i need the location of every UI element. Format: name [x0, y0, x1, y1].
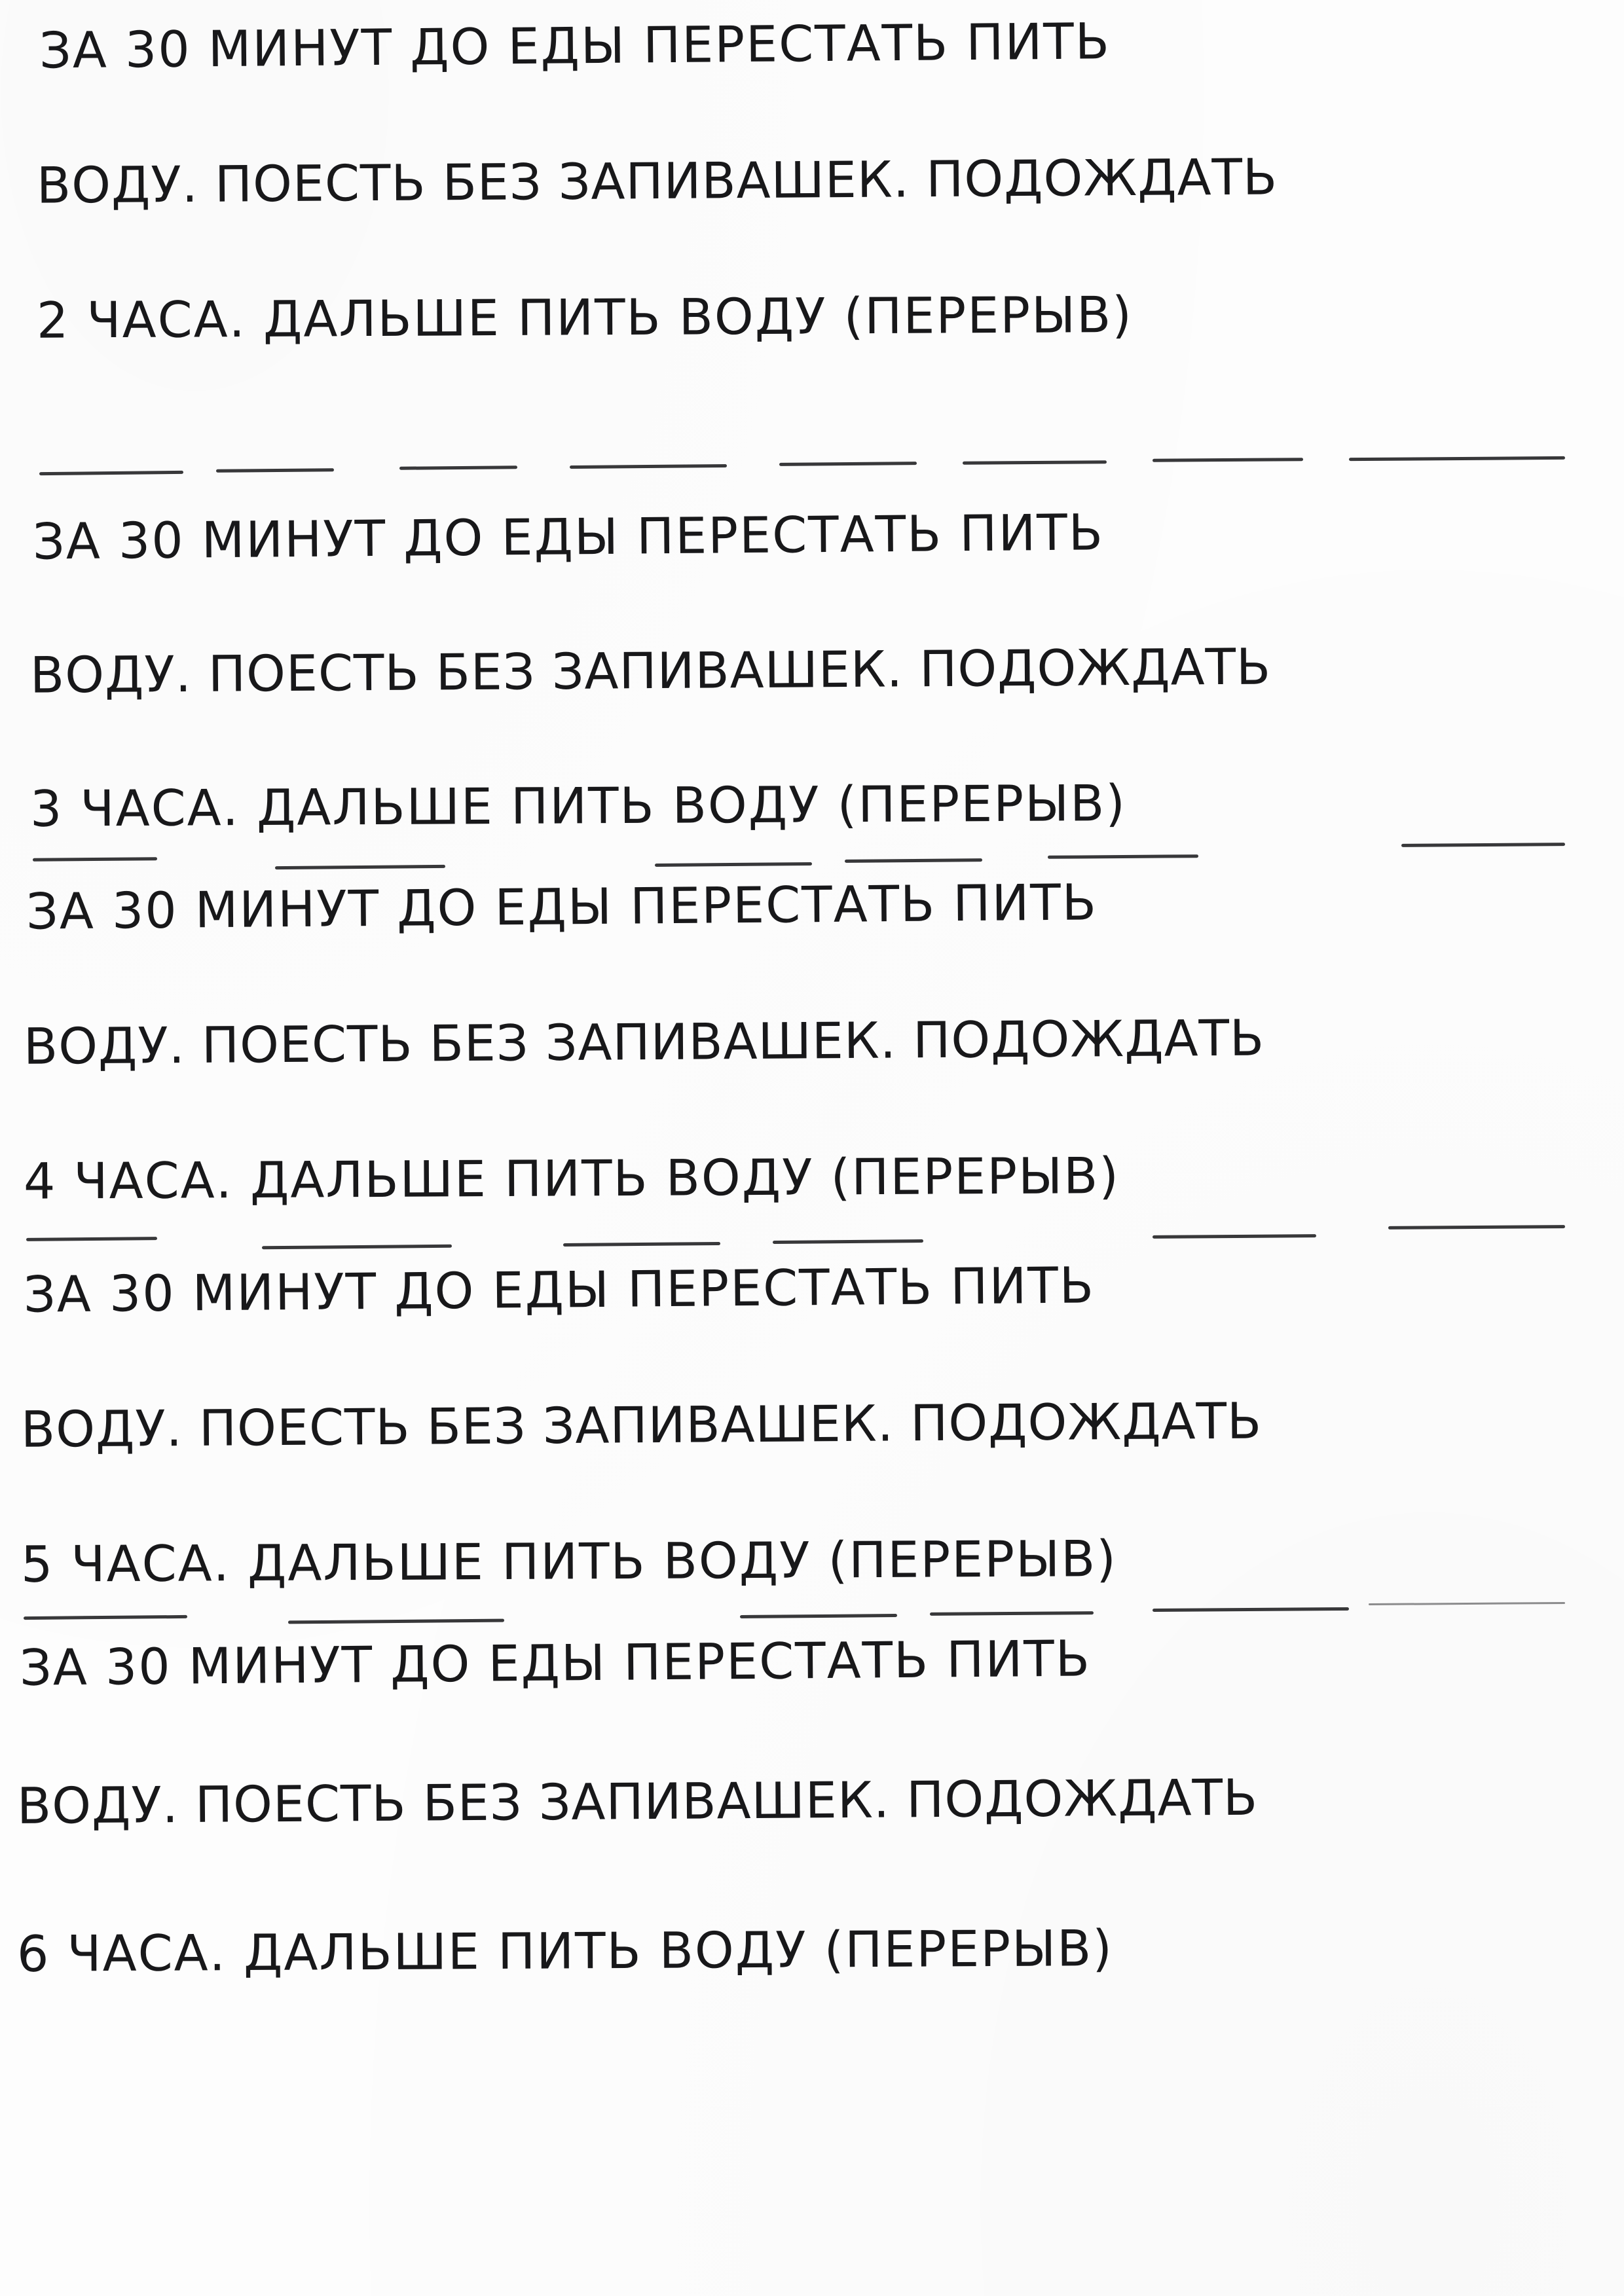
note-line: ЗА 30 МИНУТ ДО ЕДЫ ПЕРЕСТАТЬ ПИТЬ: [23, 1256, 1096, 1324]
underline-stroke: [1401, 843, 1565, 847]
underline-stroke: [655, 862, 812, 867]
underline-stroke: [262, 1245, 452, 1250]
underline-stroke: [779, 462, 917, 466]
underline-stroke: [216, 468, 334, 473]
note-line: ЗА 30 МИНУТ ДО ЕДЫ ПЕРЕСТАТЬ ПИТЬ: [26, 873, 1098, 941]
note-block-4-hours: [0, 873, 1624, 1211]
note-line: ЗА 30 МИНУТ ДО ЕДЫ ПЕРЕСТАТЬ ПИТЬ: [19, 1629, 1092, 1697]
underline-stroke: [288, 1619, 504, 1624]
underline-stroke: [1153, 1607, 1349, 1612]
underline-stroke: [399, 465, 517, 470]
underline-stroke: [845, 858, 982, 863]
note-line: ЗА 30 МИНУТ ДО ЕДЫ ПЕРЕСТАТЬ ПИТЬ: [32, 503, 1105, 571]
underline-stroke: [24, 1615, 187, 1620]
note-block-2-hours: [0, 12, 1624, 350]
note-block-3-hours: [0, 503, 1624, 838]
underline-stroke: [26, 1237, 157, 1241]
underline-stroke: [1388, 1225, 1565, 1230]
note-line: ВОДУ. ПОЕСТЬ БЕЗ ЗАПИВАШЕК. ПОДОЖДАТЬ: [29, 637, 1272, 704]
note-block-6-hours: [0, 1629, 1624, 1983]
underline-stroke: [740, 1614, 897, 1618]
note-line: 5 ЧАСА. ДАЛЬШЕ ПИТЬ ВОДУ (ПЕРЕРЫВ): [20, 1529, 1118, 1594]
underline-stroke: [39, 471, 183, 475]
underline-stroke: [33, 857, 157, 862]
note-line: 2 ЧАСА. ДАЛЬШЕ ПИТЬ ВОДУ (ПЕРЕРЫВ): [36, 285, 1134, 350]
underline-stroke: [963, 460, 1107, 465]
underline-stroke: [1048, 854, 1198, 859]
underline-stroke: [570, 464, 727, 469]
note-line: ЗА 30 МИНУТ ДО ЕДЫ ПЕРЕСТАТЬ ПИТЬ: [39, 12, 1111, 80]
note-line: ВОДУ. ПОЕСТЬ БЕЗ ЗАПИВАШЕК. ПОДОЖДАТЬ: [20, 1391, 1263, 1459]
underline-stroke: [1349, 456, 1565, 461]
underline-stroke: [563, 1242, 720, 1247]
underline-stroke: [773, 1239, 923, 1244]
note-line: 6 ЧАСА. ДАЛЬШЕ ПИТЬ ВОДУ (ПЕРЕРЫВ): [16, 1919, 1114, 1983]
note-block-5-hours: [0, 1256, 1624, 1594]
underline-stroke: [275, 865, 445, 869]
underline-stroke: [1153, 1234, 1316, 1239]
note-line: ВОДУ. ПОЕСТЬ БЕЗ ЗАПИВАШЕК. ПОДОЖДАТЬ: [36, 147, 1278, 215]
note-line: 3 ЧАСА. ДАЛЬШЕ ПИТЬ ВОДУ (ПЕРЕРЫВ): [29, 773, 1127, 838]
underline-stroke: [1153, 458, 1303, 462]
note-line: ВОДУ. ПОЕСТЬ БЕЗ ЗАПИВАШЕК. ПОДОЖДАТЬ: [16, 1768, 1259, 1835]
underline-stroke: [930, 1611, 1094, 1616]
underline-stroke: [1369, 1602, 1565, 1605]
note-line: ВОДУ. ПОЕСТЬ БЕЗ ЗАПИВАШЕК. ПОДОЖДАТЬ: [23, 1008, 1265, 1076]
note-line: 4 ЧАСА. ДАЛЬШЕ ПИТЬ ВОДУ (ПЕРЕРЫВ): [23, 1146, 1120, 1211]
